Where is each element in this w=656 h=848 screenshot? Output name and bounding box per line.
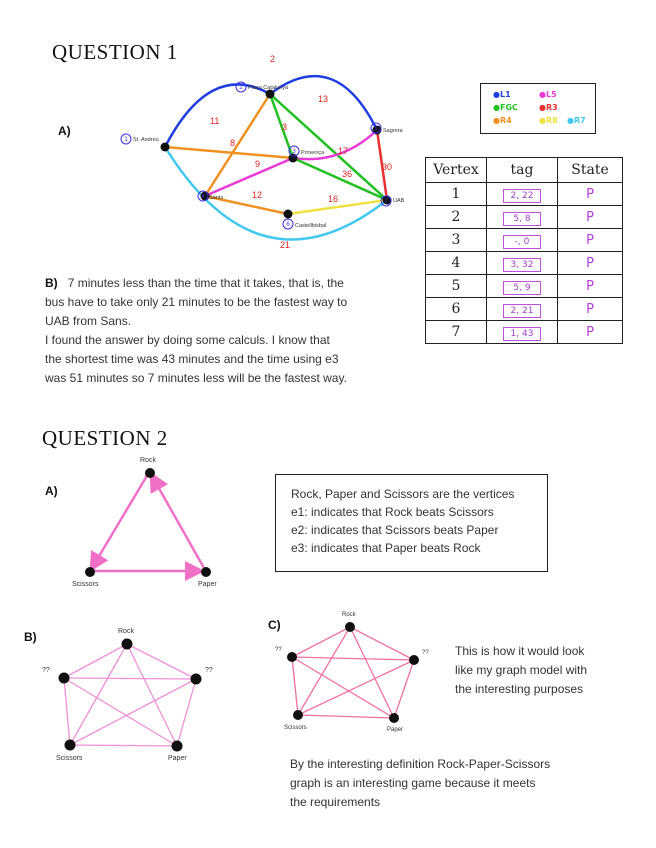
answer-line: the shortest time was 43 minutes and the time using e3 [45, 352, 339, 366]
label-paper: Paper [168, 755, 187, 762]
q1-part-a-label: A) [58, 124, 71, 138]
vertex-scissors [65, 740, 76, 751]
station-number: 6 [286, 222, 290, 228]
table-row [426, 298, 623, 321]
weight-label: 30 [382, 162, 393, 172]
station-number: 2 [239, 85, 243, 91]
vertex-cell: 5 [426, 275, 487, 298]
rps-pentagon-graph-c [275, 605, 435, 735]
rps-triangle-graph [60, 452, 240, 592]
edge-placa-uab [270, 94, 387, 200]
answer-line: I found the answer by doing some calculs. I know that [45, 333, 330, 347]
conclusion-line: By the interesting definition Rock-Paper-Scissors [290, 757, 551, 771]
vertex-paper [201, 567, 211, 577]
vertex-right [409, 655, 419, 665]
legend-item [567, 116, 586, 125]
edge-provenca-uab [293, 158, 387, 200]
box-line: e3: indicates that Paper beats Rock [291, 541, 481, 555]
label-scissors: Scissors [56, 755, 83, 762]
tag-cell: 1, 43 [503, 327, 541, 341]
table-header: Vertex [426, 158, 487, 183]
label-left: ?? [42, 667, 50, 674]
conclusion-line: the requirements [290, 795, 381, 809]
box-line: e2: indicates that Scissors beats Paper [291, 523, 499, 537]
question-1-title: QUESTION 1 [52, 40, 178, 64]
legend-swatch: ● [539, 116, 546, 125]
vertex-left [59, 673, 70, 684]
dijkstra-table [425, 157, 623, 344]
legend-item [539, 116, 558, 125]
legend-label: L5 [545, 90, 557, 99]
edge-e3 [152, 476, 204, 568]
c-text-line: like my graph model with [455, 663, 588, 677]
conclusion-line: graph is an interesting game because it meets [290, 776, 536, 790]
station-name: UAB [393, 198, 405, 204]
vertex-left [287, 652, 297, 662]
vertex-explanation-box [275, 474, 548, 572]
legend-label: R7 [573, 116, 586, 125]
weight-label: 16 [328, 194, 339, 204]
vertex-cell: 4 [426, 252, 487, 275]
station-name: Plaça Catalunya [248, 85, 289, 91]
vertex-rock [345, 622, 355, 632]
answer-line: was 51 minutes so 7 minutes less will be the fastest way. [45, 371, 347, 385]
legend-swatch: ● [539, 103, 546, 112]
legend-item [493, 103, 518, 112]
edge-e1 [92, 474, 148, 568]
table-row [426, 321, 623, 344]
legend-label: R8 [545, 116, 558, 125]
tag-cell: 5, 8 [503, 212, 541, 226]
station-name: Sants [209, 195, 224, 201]
state-cell: P [558, 252, 623, 275]
vertex-right [191, 674, 202, 685]
legend-label: R3 [545, 103, 558, 112]
weight-label: 36 [342, 169, 353, 179]
label-paper: Paper [387, 727, 404, 733]
weight-label: 3 [282, 122, 288, 132]
table-header: State [558, 158, 623, 183]
answer-line: bus have to take only 21 minutes to be the fastest way to [45, 295, 348, 309]
label-rock: Rock [342, 612, 356, 618]
label-scissors: Scissors [72, 581, 99, 588]
legend-item [539, 103, 558, 112]
station-name: Provença [301, 150, 325, 156]
station-number: 1 [124, 137, 128, 143]
q2-part-c-description [455, 642, 645, 699]
box-line: Rock, Paper and Scissors are the vertices [291, 487, 515, 501]
vertex-castellbisbal [284, 210, 293, 219]
label-right: ?? [422, 650, 429, 656]
q2-conclusion [290, 755, 630, 812]
tag-cell: 3, 32 [503, 258, 541, 272]
vertex-paper [172, 741, 183, 752]
table-row [426, 183, 623, 206]
label-paper: Paper [198, 581, 217, 588]
vertex-rock [145, 468, 155, 478]
legend-label: L1 [499, 90, 511, 99]
state-cell: P [558, 206, 623, 229]
q2-part-b-label: B) [24, 630, 37, 644]
table-row [426, 229, 623, 252]
legend-item [493, 90, 511, 99]
label-scissors: Scissors [284, 725, 307, 731]
table-row [426, 252, 623, 275]
q2-part-a-label: A) [45, 484, 58, 498]
station-number: 7 [384, 199, 388, 205]
tag-cell: -, 0 [503, 235, 541, 249]
vertex-paper [389, 713, 399, 723]
c-text-line: the interesting purposes [455, 682, 584, 696]
legend-swatch: ● [539, 90, 546, 99]
vertex-cell: 6 [426, 298, 487, 321]
weight-label: 21 [280, 240, 291, 250]
vertex-cell: 7 [426, 321, 487, 344]
station-name: Sagrera [383, 128, 403, 134]
answer-line: UAB from Sans. [45, 314, 132, 328]
state-cell: P [558, 321, 623, 344]
legend-swatch: ● [493, 90, 500, 99]
state-cell: P [558, 183, 623, 206]
legend-item [493, 116, 512, 125]
weight-label: 13 [318, 94, 329, 104]
legend-swatch: ● [493, 116, 500, 125]
table-header: tag [487, 158, 558, 183]
q2-part-c-label: C) [268, 618, 281, 632]
weight-label: 9 [255, 159, 261, 169]
weight-label: 11 [210, 116, 220, 126]
legend-label: FGC [499, 103, 518, 112]
weight-label: 17 [338, 146, 349, 156]
question-2-title: QUESTION 2 [42, 426, 168, 450]
vertex-cell: 1 [426, 183, 487, 206]
legend-swatch: ● [567, 116, 574, 125]
vertex-cell: 2 [426, 206, 487, 229]
vertex-cell: 3 [426, 229, 487, 252]
weight-label: 12 [252, 190, 263, 200]
vertex-rock [122, 639, 133, 650]
label-left: ?? [275, 647, 282, 653]
label-rock: Rock [140, 457, 156, 464]
label-rock: Rock [118, 628, 134, 635]
station-number: 5 [374, 126, 378, 132]
weight-label: 8 [230, 138, 236, 148]
vertex-scissors [85, 567, 95, 577]
legend-swatch: ● [493, 103, 500, 112]
vertex-st-andreu [161, 143, 170, 152]
station-name: Castellbisbal [295, 223, 327, 229]
rps-pentagon-graph-b [30, 620, 230, 765]
q1-part-b-answer [45, 274, 415, 388]
label-right: ?? [205, 667, 213, 674]
box-line: e1: indicates that Rock beats Scissors [291, 505, 494, 519]
tag-cell: 5, 9 [503, 281, 541, 295]
tag-cell: 2, 21 [503, 304, 541, 318]
table-row [426, 275, 623, 298]
legend-item [539, 90, 557, 99]
state-cell: P [558, 229, 623, 252]
legend-label: R4 [499, 116, 512, 125]
c-text-line: This is how it would look [455, 644, 585, 658]
line-legend [480, 83, 596, 134]
tag-cell: 2, 22 [503, 189, 541, 203]
station-number: 3 [292, 149, 296, 155]
station-number: 4 [201, 194, 205, 200]
vertex-scissors [293, 710, 303, 720]
station-name: St. Andreu [133, 137, 159, 143]
state-cell: P [558, 275, 623, 298]
q1-part-b-label: B) [45, 276, 58, 290]
table-row [426, 206, 623, 229]
answer-line: 7 minutes less than the time that it takes, that is, the [67, 276, 344, 290]
state-cell: P [558, 298, 623, 321]
metro-graph [110, 50, 420, 250]
weight-label: 2 [270, 54, 276, 64]
